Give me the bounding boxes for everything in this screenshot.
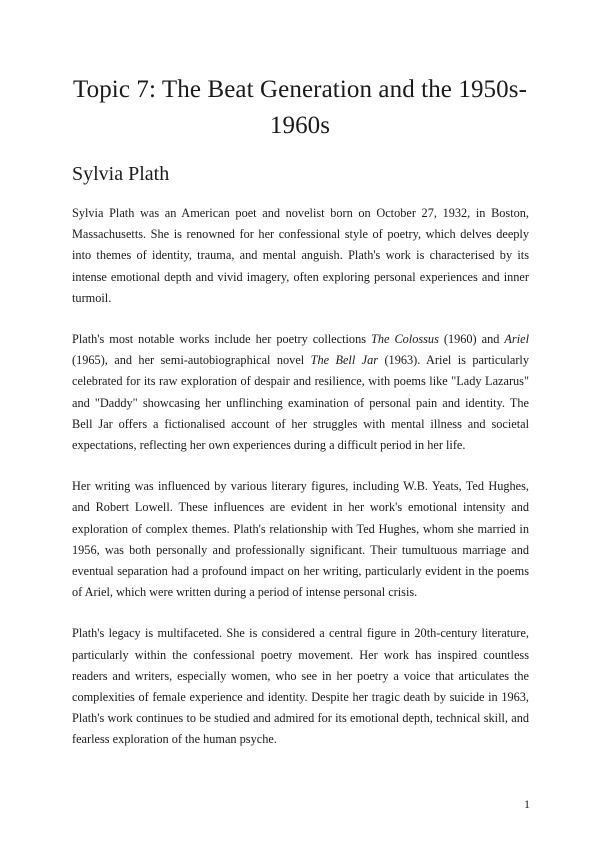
text-run: Plath's most notable works include her poetry collections	[72, 332, 371, 347]
text-run: Her writing was influenced by various literary figures, including W.B. Yeats, Ted Hughes, and Robert Lowell. These influences are evident in her work's emotional intensity and exploration of complex themes. Plath's relationship with Ted Hughes, whom she married in 1956, was both personally and professionally significant. Their tumultuous marriage and eventual separation had a profound impact on her writing, particularly evident in the poems of Ariel, which were written during a period of intense personal crisis.	[72, 479, 529, 600]
paragraph	[72, 476, 529, 603]
page-title: Topic 7: The Beat Generation and the 1950s-1960s	[72, 76, 528, 139]
paragraph	[72, 203, 529, 309]
section-heading: Sylvia Plath	[72, 163, 170, 185]
paragraph	[72, 329, 529, 456]
book-title-ariel: Ariel	[504, 332, 529, 347]
text-run: (1963). Ariel is particularly celebrated for its raw exploration of despair and resilience, with poems like "Lady Lazarus" and "Daddy" showcasing her unflinching examination of personal pain and identity. The Bell Jar offers a fictionalised account of her struggles with mental illness and societal expectations, reflecting her own experiences during a difficult period in her life.	[72, 353, 529, 453]
text-run: Plath's legacy is multifaceted. She is considered a central figure in 20th-century literature, particularly within the confessional poetry movement. Her work has inspired countless readers and writers, especially women, who see in her poetry a voice that articulates the complexities of female experience and identity. Despite her tragic death by suicide in 1963, Plath's work continues to be studied and admired for its emotional depth, technical skill, and fearless exploration of the human psyche.	[72, 626, 529, 747]
paragraph	[72, 623, 529, 750]
text-run: (1965), and her semi-autobiographical novel	[72, 353, 311, 368]
text-run: Sylvia Plath was an American poet and novelist born on October 27, 1932, in Boston, Massachusetts. She is renowned for her confessional style of poetry, which delves deeply into themes of identity, trauma, and mental anguish. Plath's work is characterised by its intense emotional depth and vivid imagery, often exploring personal experiences and inner turmoil.	[72, 206, 529, 305]
body-text	[72, 203, 529, 771]
page-number: 1	[524, 797, 530, 811]
text-run: (1960) and	[438, 332, 505, 347]
book-title-the-colossus: The Colossus	[371, 332, 439, 347]
book-title-the-bell-jar: The Bell Jar	[310, 353, 379, 368]
